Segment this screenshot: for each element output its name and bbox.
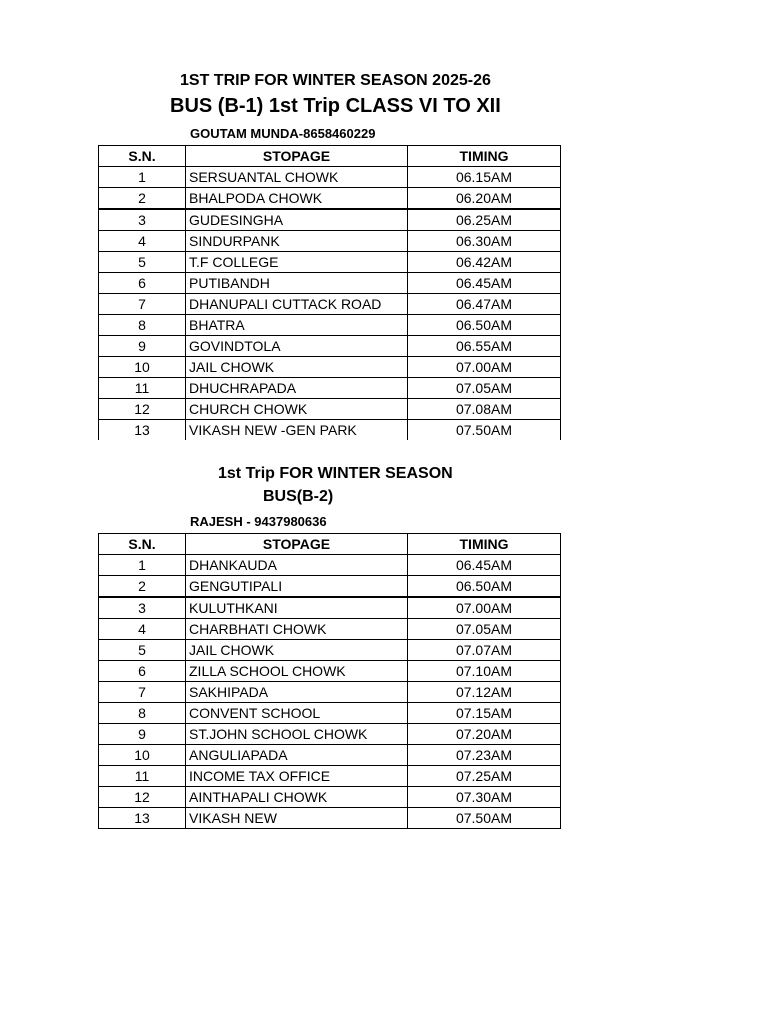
table-row [99, 399, 561, 420]
table-row [99, 808, 561, 829]
row-stop: ANGULIAPADA [186, 745, 408, 766]
row-sn: 9 [99, 336, 186, 357]
row-time: 06.50AM [408, 576, 561, 598]
row-sn: 4 [99, 619, 186, 640]
row-time: 07.00AM [408, 597, 561, 619]
row-sn: 13 [99, 420, 186, 441]
table-row [99, 682, 561, 703]
row-sn: 8 [99, 315, 186, 336]
row-time: 06.47AM [408, 294, 561, 315]
row-stop: GOVINDTOLA [186, 336, 408, 357]
season-title: 1ST TRIP FOR WINTER SEASON 2025-26 [180, 72, 491, 89]
row-sn: 12 [99, 787, 186, 808]
row-sn: 6 [99, 661, 186, 682]
row-sn: 6 [99, 273, 186, 294]
table-row [99, 167, 561, 188]
row-stop: CONVENT SCHOOL [186, 703, 408, 724]
table-row [99, 378, 561, 399]
table-row [99, 209, 561, 231]
row-time: 07.20AM [408, 724, 561, 745]
table-row [99, 357, 561, 378]
row-stop: JAIL CHOWK [186, 640, 408, 661]
row-sn: 7 [99, 294, 186, 315]
row-stop: SINDURPANK [186, 231, 408, 252]
row-sn: 8 [99, 703, 186, 724]
table-row [99, 787, 561, 808]
row-stop: VIKASH NEW -GEN PARK [186, 420, 408, 441]
header-sn: S.N. [99, 534, 186, 555]
row-time: 07.25AM [408, 766, 561, 787]
table-row [99, 597, 561, 619]
row-sn: 11 [99, 766, 186, 787]
row-stop: KULUTHKANI [186, 597, 408, 619]
row-time: 07.23AM [408, 745, 561, 766]
row-time: 07.05AM [408, 378, 561, 399]
row-stop: AINTHAPALI CHOWK [186, 787, 408, 808]
table-row [99, 724, 561, 745]
row-stop: T.F COLLEGE [186, 252, 408, 273]
row-time: 07.05AM [408, 619, 561, 640]
row-time: 06.15AM [408, 167, 561, 188]
table-header-row [99, 146, 561, 167]
row-time: 06.30AM [408, 231, 561, 252]
row-sn: 12 [99, 399, 186, 420]
table-row [99, 640, 561, 661]
row-time: 06.55AM [408, 336, 561, 357]
row-stop: ZILLA SCHOOL CHOWK [186, 661, 408, 682]
table-row [99, 315, 561, 336]
row-time: 07.08AM [408, 399, 561, 420]
row-sn: 2 [99, 576, 186, 598]
row-stop: CHURCH CHOWK [186, 399, 408, 420]
row-stop: JAIL CHOWK [186, 357, 408, 378]
row-stop: VIKASH NEW [186, 808, 408, 829]
row-sn: 1 [99, 555, 186, 576]
table-row [99, 576, 561, 598]
row-time: 06.50AM [408, 315, 561, 336]
row-stop: DHANKAUDA [186, 555, 408, 576]
row-sn: 4 [99, 231, 186, 252]
bus-b1-title: BUS (B-1) 1st Trip CLASS VI TO XII [170, 95, 501, 117]
bus-b1-schedule-table [98, 145, 561, 440]
row-stop: GUDESINGHA [186, 209, 408, 231]
bus-b2-season-title: 1st Trip FOR WINTER SEASON [218, 465, 453, 482]
header-timing: TIMING [408, 146, 561, 167]
table-row [99, 273, 561, 294]
table-header-row [99, 534, 561, 555]
row-stop: DHUCHRAPADA [186, 378, 408, 399]
header-timing: TIMING [408, 534, 561, 555]
row-time: 07.07AM [408, 640, 561, 661]
bus-b2-title: BUS(B-2) [263, 488, 334, 505]
row-stop: BHALPODA CHOWK [186, 188, 408, 210]
row-time: 07.50AM [408, 420, 561, 441]
table-row [99, 420, 561, 441]
table-row [99, 766, 561, 787]
row-time: 06.45AM [408, 273, 561, 294]
row-sn: 3 [99, 597, 186, 619]
row-sn: 13 [99, 808, 186, 829]
row-sn: 10 [99, 745, 186, 766]
row-stop: ST.JOHN SCHOOL CHOWK [186, 724, 408, 745]
table-row [99, 252, 561, 273]
table-row [99, 661, 561, 682]
row-sn: 1 [99, 167, 186, 188]
row-stop: SAKHIPADA [186, 682, 408, 703]
row-sn: 3 [99, 209, 186, 231]
row-time: 07.12AM [408, 682, 561, 703]
row-stop: DHANUPALI CUTTACK ROAD [186, 294, 408, 315]
row-stop: SERSUANTAL CHOWK [186, 167, 408, 188]
row-sn: 5 [99, 640, 186, 661]
table-row [99, 703, 561, 724]
header-stopage: STOPAGE [186, 534, 408, 555]
row-sn: 5 [99, 252, 186, 273]
row-sn: 11 [99, 378, 186, 399]
table-row [99, 555, 561, 576]
row-sn: 2 [99, 188, 186, 210]
row-sn: 7 [99, 682, 186, 703]
row-time: 06.25AM [408, 209, 561, 231]
table-row [99, 294, 561, 315]
bus-b2-driver: RAJESH - 9437980636 [190, 514, 327, 529]
table-row [99, 745, 561, 766]
row-time: 07.50AM [408, 808, 561, 829]
row-stop: PUTIBANDH [186, 273, 408, 294]
row-stop: BHATRA [186, 315, 408, 336]
row-time: 06.20AM [408, 188, 561, 210]
header-stopage: STOPAGE [186, 146, 408, 167]
table-row [99, 188, 561, 210]
row-time: 07.15AM [408, 703, 561, 724]
header-sn: S.N. [99, 146, 186, 167]
row-time: 07.30AM [408, 787, 561, 808]
row-stop: INCOME TAX OFFICE [186, 766, 408, 787]
row-time: 07.10AM [408, 661, 561, 682]
bus-b2-schedule-table [98, 533, 561, 829]
row-time: 06.45AM [408, 555, 561, 576]
row-sn: 9 [99, 724, 186, 745]
table-row [99, 336, 561, 357]
row-stop: GENGUTIPALI [186, 576, 408, 598]
bus-b1-driver: GOUTAM MUNDA-8658460229 [190, 126, 376, 141]
table-row [99, 231, 561, 252]
row-time: 07.00AM [408, 357, 561, 378]
row-stop: CHARBHATI CHOWK [186, 619, 408, 640]
table-row [99, 619, 561, 640]
row-time: 06.42AM [408, 252, 561, 273]
row-sn: 10 [99, 357, 186, 378]
